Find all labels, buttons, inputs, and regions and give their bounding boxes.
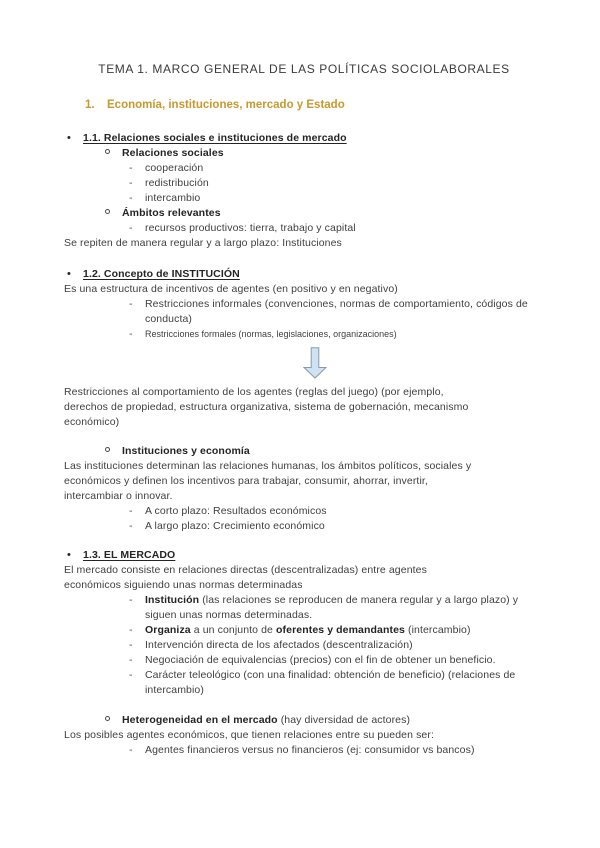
list-item xyxy=(64,653,544,668)
result-paragraph: Restricciones al comportamiento de los agentes (reglas del juego) (por ejemplo, derechos de propiedad, estructura organizativa, sistema de gobernación, mecanismo económico) xyxy=(64,386,469,428)
list-item-text: Carácter teleológico (con una finalidad: obtención de beneficio) (relaciones de intercambio) xyxy=(145,669,516,696)
list-item-text xyxy=(145,623,544,638)
dash-bullet-icon xyxy=(129,519,145,534)
bold-term: oferentes y demandantes xyxy=(276,624,405,636)
dash-bullet-icon xyxy=(129,504,145,519)
list-item-text xyxy=(145,593,544,623)
list-item xyxy=(64,504,544,519)
list-item-rest: (intercambio) xyxy=(404,624,471,636)
circle-bullet-icon xyxy=(105,206,122,221)
list-item-text-small: Restricciones formales (normas, legislaciones, organizaciones) xyxy=(145,329,397,339)
list-item xyxy=(64,146,544,161)
list-item-text: cooperación xyxy=(145,162,204,174)
list-item-text: intercambio xyxy=(145,192,201,204)
dash-bullet-icon xyxy=(129,668,145,698)
circle-bullet-icon xyxy=(105,146,122,161)
down-arrow-icon xyxy=(303,347,544,379)
list-item xyxy=(64,623,544,638)
dash-bullet-icon xyxy=(129,176,145,191)
list-item xyxy=(64,713,544,728)
dash-bullet-icon xyxy=(129,653,145,668)
dash-bullet-icon xyxy=(129,743,145,758)
ambitos-relevantes-title: Ámbitos relevantes xyxy=(122,207,221,219)
bullet-icon xyxy=(64,267,83,282)
list-item xyxy=(64,743,544,758)
dash-bullet-icon xyxy=(129,191,145,206)
list-item xyxy=(64,131,544,146)
body-paragraph: Las instituciones determinan las relaciones humanas, los ámbitos políticos, sociales y económicos y definen los incentivos para trabajar, consumir, ahorrar, invertir, intercambiar o innovar. xyxy=(64,460,472,502)
dash-bullet-icon xyxy=(129,623,145,638)
note-paragraph: Se repiten de manera regular y a largo plazo: Instituciones xyxy=(64,237,342,249)
circle-bullet-icon xyxy=(105,444,122,459)
dash-bullet-icon xyxy=(129,593,145,623)
list-item xyxy=(64,638,544,653)
list-item-text: redistribución xyxy=(145,177,209,189)
dash-bullet-icon xyxy=(129,161,145,176)
list-item xyxy=(64,519,544,534)
bullet-icon xyxy=(64,548,83,563)
bold-term: Institución xyxy=(145,594,200,606)
section-heading-number: 1. xyxy=(85,99,95,111)
list-item xyxy=(64,267,544,282)
dash-bullet-icon xyxy=(129,638,145,653)
circle-bullet-icon xyxy=(105,713,122,728)
list-item xyxy=(64,191,544,206)
list-item-text: Agentes financieros versus no financieros (ej: consumidor vs bancos) xyxy=(145,744,475,756)
dash-bullet-icon xyxy=(129,327,145,342)
section-heading-label: Economía, instituciones, mercado y Estado xyxy=(107,99,345,111)
list-item-text: Negociación de equivalencias (precios) con el fin de obtener un beneficio. xyxy=(145,654,496,666)
bold-term: Heterogeneidad en el mercado xyxy=(122,714,278,726)
list-item xyxy=(64,221,544,236)
heading-1-2: 1.2. Concepto de INSTITUCIÓN xyxy=(83,268,240,280)
heterogeneidad-title xyxy=(122,713,544,728)
instituciones-economia-title: Instituciones y economía xyxy=(122,445,250,457)
list-item xyxy=(64,444,544,459)
list-item xyxy=(64,327,544,342)
list-item xyxy=(64,176,544,191)
list-item-text: Intervención directa de los afectados (descentralización) xyxy=(145,639,413,651)
heading-1-3: 1.3. EL MERCADO xyxy=(83,549,176,561)
dash-bullet-icon xyxy=(129,221,145,236)
intro-paragraph: El mercado consiste en relaciones directas (descentralizadas) entre agentes económicos siguiendo unas normas determinadas xyxy=(64,564,427,591)
heading-1-1: 1.1. Relaciones sociales e instituciones de mercado xyxy=(83,132,347,144)
intro-paragraph: Es una estructura de incentivos de agentes (en positivo y en negativo) xyxy=(64,283,398,295)
document-title: TEMA 1. MARCO GENERAL DE LAS POLÍTICAS SOCIOLABORALES xyxy=(98,62,510,76)
list-item-text: A largo plazo: Crecimiento económico xyxy=(145,520,325,532)
list-item xyxy=(64,548,544,563)
dash-bullet-icon xyxy=(129,297,145,327)
list-item xyxy=(64,593,544,623)
list-item xyxy=(64,161,544,176)
list-item xyxy=(64,297,544,327)
relaciones-sociales-title: Relaciones sociales xyxy=(122,147,224,159)
list-item-text: recursos productivos: tierra, trabajo y capital xyxy=(145,222,356,234)
list-item-text: A corto plazo: Resultados económicos xyxy=(145,505,327,517)
title-rest: (hay diversidad de actores) xyxy=(277,714,411,726)
list-item-mid: a un conjunto de xyxy=(190,624,277,636)
bold-term: Organiza xyxy=(145,624,191,636)
body-paragraph: Los posibles agentes económicos, que tienen relaciones entre su pueden ser: xyxy=(64,729,434,741)
list-item xyxy=(64,668,544,698)
list-item-text: Restricciones informales (convenciones, normas de comportamiento, códigos de conducta) xyxy=(145,298,528,325)
list-item-rest: (las relaciones se reproducen de manera regular y a largo plazo) y siguen unas normas determinadas. xyxy=(145,594,519,621)
list-item xyxy=(64,206,544,221)
section-heading xyxy=(64,98,544,112)
bullet-icon xyxy=(64,131,83,146)
